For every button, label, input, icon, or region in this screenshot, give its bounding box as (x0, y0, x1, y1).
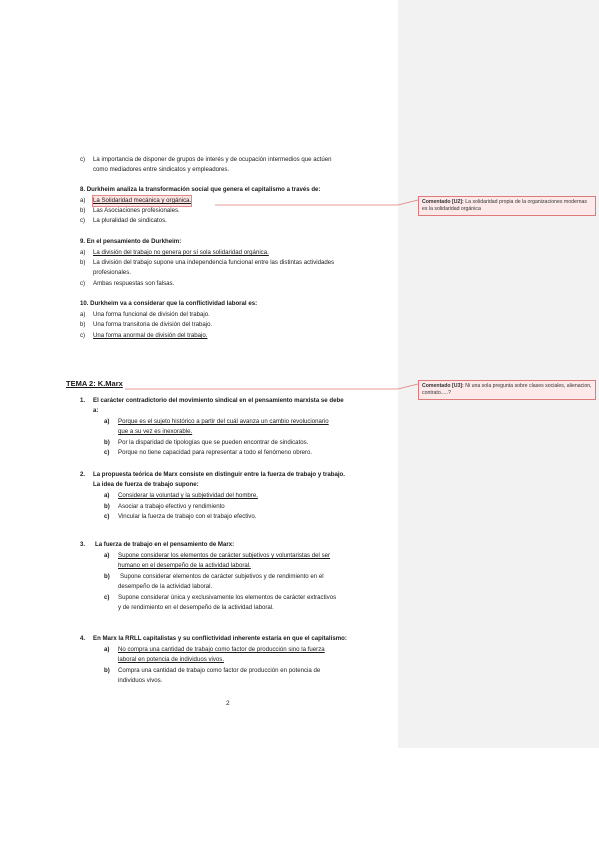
q9-marker-b: b) (80, 259, 86, 266)
t1-number: 1. (80, 397, 86, 404)
t4-option-b-line1: Compra una cantidad de trabajo como factor de producción en potencia de (118, 667, 321, 674)
t4-marker-b: b) (104, 667, 110, 674)
q10-marker-b: b) (80, 321, 86, 328)
q10-option-c: Una forma anormal de división del trabajo. (93, 332, 208, 339)
t1-option-a-line2: que a su vez es inexorable. (118, 428, 193, 435)
q7-option-c-line1: La importancia de disponer de grupos de interés y de ocupación intermedios que actúen (93, 156, 332, 163)
comment-balloon-u3[interactable] (418, 380, 596, 400)
t1-option-a-line1: Porque es el sujeto histórico a partir del cuál avanza un cambio revolucionario (118, 418, 329, 425)
comment-u2-text: La solidaridad propia de la organizaciones modernas es la solidaridad orgánica (422, 199, 587, 212)
t4-number: 4. (80, 635, 86, 642)
comment-balloon-u2[interactable] (418, 196, 596, 216)
q10-option-b: Una forma transitoria de división del trabajo. (93, 321, 213, 328)
t1-marker-b: b) (104, 439, 110, 446)
q9-marker-a: a) (80, 249, 86, 256)
t1-marker-a: a) (104, 418, 110, 425)
t3-option-b-line2: desempeño de la actividad laboral. (118, 583, 213, 590)
t4-option-a-line2: laboral en potencia de individuos vivos. (118, 656, 225, 663)
q9-option-c: Ambas respuestas son falsas. (93, 280, 175, 287)
q10-title: 10. Durkheim va a considerar que la conflictividad laboral es: (80, 300, 258, 307)
q9-option-a: La división del trabajo no genera por sí sola solidaridad orgánica. (93, 249, 269, 256)
t3-title: La fuerza de trabajo en el pensamiento de Marx: (95, 541, 235, 548)
q9-option-b-line2: profesionales. (93, 269, 131, 276)
t2-title-line2: La idea de fuerza de trabajo supone: (93, 481, 199, 488)
q7-marker-c: c) (80, 156, 86, 163)
comment1-connector (215, 200, 418, 205)
t3-option-c-line2: y de rendimiento en el desempeño de la actividad laboral. (118, 604, 274, 611)
t3-option-a-line2: humano en el desempeño de la actividad laboral. (118, 562, 251, 569)
q8-marker-b: b) (80, 207, 86, 214)
q7-option-c-line2: como mediadores entre sindicatos y empleadores. (93, 166, 230, 173)
q9-marker-c: c) (80, 280, 86, 287)
t1-title-line1: El carácter contradictorio del movimiento sindical en el pensamiento marxista se debe (93, 397, 344, 404)
q8-option-a: La Solidaridad mecánica y orgánica. (93, 197, 192, 204)
t1-marker-c: c) (104, 449, 110, 456)
t2-option-a: Considerar la voluntad y la subjetividad del hombre. (118, 492, 258, 499)
page-number: 2 (226, 700, 230, 707)
t3-option-a-line1: Supone considerar los elementos de carácter subjetivos y voluntaristas del ser (118, 552, 331, 559)
t2-marker-c: c) (104, 513, 110, 520)
comment2-connector (125, 384, 418, 389)
t4-option-a-line1: No compra una cantidad de trabajo como factor de producción sino la fuerza (118, 646, 325, 653)
q9-title: 9. En el pensamiento de Durkheim: (80, 238, 182, 245)
t3-marker-a: a) (104, 552, 110, 559)
q9-option-b-line1: La división del trabajo supone una independencia funcional entre las distintas actividades (93, 259, 335, 266)
q8-title: 8. Durkheim analiza la transformación social que genera el capitalismo a través de: (80, 186, 321, 193)
t4-title: En Marx la RRLL capitalistas y su conflictividad inherente estaría en que el capitalismo: (93, 635, 347, 642)
t2-marker-a: a) (104, 492, 110, 499)
t2-option-c: Vincular la fuerza de trabajo con el trabajo efectivo. (118, 513, 257, 520)
q8-option-c: La pluralidad de sindicatos. (93, 217, 167, 224)
q8-marker-a: a) (80, 197, 86, 204)
q10-option-a: Una forma funcional de división del trabajo. (93, 311, 210, 318)
q10-marker-c: c) (80, 332, 86, 339)
t2-marker-b: b) (104, 503, 110, 510)
t2-option-b: Asociar a trabajo efectivo y rendimiento (118, 503, 225, 510)
comment-u3-text: Ni una sola pregunta sobre clases sociales, alienacion, contrato.....? (422, 383, 592, 396)
q8-marker-c: c) (80, 217, 86, 224)
t3-option-b-line1: Supone considerar elementos de carácter subjetivos y de rendimiento en el (120, 573, 324, 580)
q10-marker-a: a) (80, 311, 86, 318)
t1-option-c: Porque no tiene capacidad para representar a todo el fenómeno obrero. (118, 449, 313, 456)
t4-option-b-line2: individuos vivos. (118, 677, 163, 684)
comment-u3-title: Comentado [U3]: (422, 383, 464, 389)
t3-number: 3. (80, 541, 86, 548)
t3-marker-b: b) (104, 573, 110, 580)
t1-title-line2: a: (93, 407, 99, 414)
t2-title-line1: La propuesta teórica de Marx consiste en distinguir entre la fuerza de trabajo y trabajo. (93, 471, 345, 478)
t2-number: 2. (80, 471, 86, 478)
t1-option-b: Por la disparidad de tipologías que se pueden encontrar de sindicatos. (118, 439, 309, 446)
t4-marker-a: a) (104, 646, 110, 653)
comment-u2-title: Comentado [U2]: (422, 199, 464, 205)
t3-marker-c: c) (104, 594, 110, 601)
q8-option-b: Las Asociaciones profesionales. (93, 207, 180, 214)
section-heading: TEMA 2: K.Marx (66, 379, 123, 388)
t3-option-c-line1: Supone considerar única y exclusivamente los elementos de carácter extractivos (118, 594, 337, 601)
